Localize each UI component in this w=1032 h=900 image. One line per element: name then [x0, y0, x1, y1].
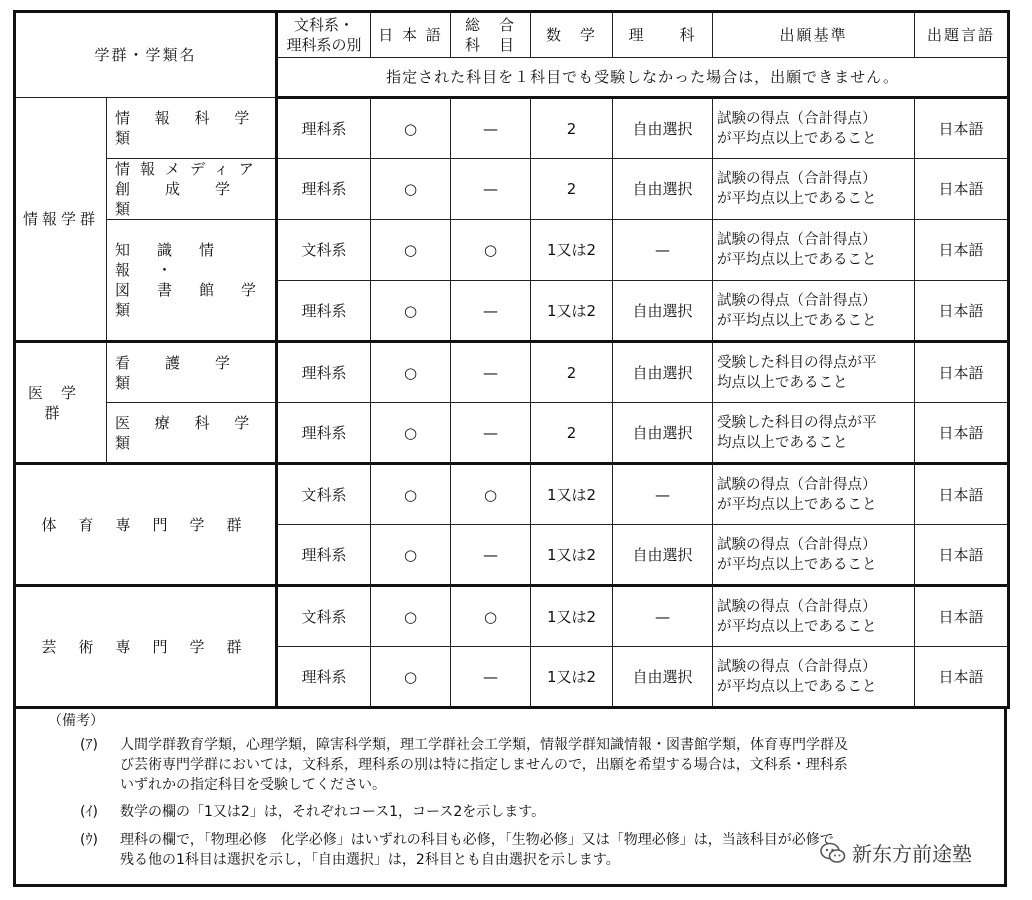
cell-japanese: ○ [371, 342, 451, 403]
cell-bunri: 理科系 [277, 159, 371, 220]
cell-japanese: ○ [371, 98, 451, 159]
cell-criteria: 試験の得点（合計得点） が平均点以上であること [713, 525, 915, 586]
cell-language: 日本語 [915, 586, 1009, 647]
cell-language: 日本語 [915, 647, 1009, 708]
cell-language: 日本語 [915, 525, 1009, 586]
cell-math: 1又は2 [531, 281, 613, 342]
header-notice: 指定された科目を１科目でも受験しなかった場合は，出願できません。 [277, 58, 1009, 98]
header-language: 出題言語 [915, 12, 1009, 58]
note-mark: (ｲ) [80, 804, 98, 820]
cell-science: — [613, 220, 713, 281]
cell-sogo: ○ [451, 464, 531, 525]
cell-language: 日本語 [915, 464, 1009, 525]
cell-bunri: 文科系 [277, 586, 371, 647]
cell-criteria: 試験の得点（合計得点） が平均点以上であること [713, 98, 915, 159]
cell-japanese: ○ [371, 586, 451, 647]
cell-criteria: 試験の得点（合計得点） が平均点以上であること [713, 159, 915, 220]
cell-bunri: 理科系 [277, 342, 371, 403]
admission-table-sheet [13, 10, 1007, 887]
note-text: 数学の欄の「1又は2」は，それぞれコース1，コース2を示します。 [120, 804, 546, 820]
cell-math: 1又は2 [531, 464, 613, 525]
group-joho: 情報学群 [15, 98, 107, 342]
wechat-icon [820, 842, 846, 864]
cell-japanese: ○ [371, 159, 451, 220]
cell-science: 自由選択 [613, 525, 713, 586]
cell-sogo: — [451, 342, 531, 403]
group-taiiku: 体育専門学群 [15, 464, 277, 586]
admission-table [13, 10, 1010, 709]
group-geijutsu: 芸術専門学群 [15, 586, 277, 708]
group-igaku: 医学群 [15, 342, 107, 464]
cell-language: 日本語 [915, 98, 1009, 159]
cell-science: — [613, 464, 713, 525]
cell-math: 2 [531, 342, 613, 403]
cell-bunri: 文科系 [277, 220, 371, 281]
cell-sogo: ○ [451, 586, 531, 647]
cell-sogo: — [451, 525, 531, 586]
cell-science: 自由選択 [613, 403, 713, 464]
cell-science: 自由選択 [613, 647, 713, 708]
cell-science: 自由選択 [613, 159, 713, 220]
cell-math: 2 [531, 159, 613, 220]
cell-math: 1又は2 [531, 647, 613, 708]
note-mark: (ｱ) [80, 737, 98, 753]
cell-language: 日本語 [915, 403, 1009, 464]
cell-language: 日本語 [915, 220, 1009, 281]
header-science: 理 科 [613, 12, 713, 58]
cell-criteria: 受験した科目の得点が平 均点以上であること [713, 403, 915, 464]
cell-language: 日本語 [915, 159, 1009, 220]
cell-japanese: ○ [371, 525, 451, 586]
cell-japanese: ○ [371, 647, 451, 708]
cell-math: 1又は2 [531, 586, 613, 647]
cell-japanese: ○ [371, 281, 451, 342]
cell-language: 日本語 [915, 342, 1009, 403]
header-group-name: 学群・学類名 [15, 12, 277, 98]
cell-japanese: ○ [371, 464, 451, 525]
cell-bunri: 理科系 [277, 647, 371, 708]
header-bunri: 文科系・ 理科系の別 [277, 12, 371, 58]
cell-bunri: 理科系 [277, 98, 371, 159]
cell-bunri: 理科系 [277, 403, 371, 464]
note-text: 理科の欄で，「物理必修 化学必修」はいずれの科目も必修，「生物必修」又は「物理必修」は，当該科目が必修で 残る他の1科目は選択を示し，「自由選択」は，2科目とも自由選択を示します。 [120, 832, 834, 868]
cell-language: 日本語 [915, 281, 1009, 342]
cell-math: 2 [531, 403, 613, 464]
notes-title: （備考） [48, 713, 104, 729]
cell-bunri: 文科系 [277, 464, 371, 525]
header-sogo: 総 合 科 目 [451, 12, 531, 58]
note-mark: (ｳ) [80, 832, 98, 848]
cell-japanese: ○ [371, 403, 451, 464]
cell-science: 自由選択 [613, 281, 713, 342]
class-iryo-kagaku: 医 療 科 学 類 [107, 403, 277, 464]
cell-sogo: — [451, 403, 531, 464]
cell-criteria: 試験の得点（合計得点） が平均点以上であること [713, 281, 915, 342]
cell-criteria: 試験の得点（合計得点） が平均点以上であること [713, 464, 915, 525]
cell-japanese: ○ [371, 220, 451, 281]
cell-math: 1又は2 [531, 525, 613, 586]
header-japanese: 日 本 語 [371, 12, 451, 58]
cell-math: 1又は2 [531, 220, 613, 281]
cell-science: — [613, 586, 713, 647]
cell-sogo: — [451, 647, 531, 708]
cell-sogo: — [451, 98, 531, 159]
cell-science: 自由選択 [613, 98, 713, 159]
cell-sogo: ○ [451, 220, 531, 281]
cell-bunri: 理科系 [277, 525, 371, 586]
watermark-text: 新东方前途塾 [852, 842, 972, 866]
cell-sogo: — [451, 159, 531, 220]
watermark [820, 838, 972, 867]
cell-criteria: 試験の得点（合計得点） が平均点以上であること [713, 220, 915, 281]
class-chishiki-toshokan: 知 識 情 報 ・ 図 書 館 学 類 [107, 220, 277, 342]
cell-bunri: 理科系 [277, 281, 371, 342]
class-kango: 看 護 学 類 [107, 342, 277, 403]
cell-criteria: 試験の得点（合計得点） が平均点以上であること [713, 647, 915, 708]
class-joho-media: 情報メディア 創 成 学 類 [107, 159, 277, 220]
cell-sogo: — [451, 281, 531, 342]
cell-criteria: 試験の得点（合計得点） が平均点以上であること [713, 586, 915, 647]
header-criteria: 出願基準 [713, 12, 915, 58]
cell-science: 自由選択 [613, 342, 713, 403]
header-math: 数 学 [531, 12, 613, 58]
class-joho-kagaku: 情 報 科 学 類 [107, 98, 277, 159]
note-text: 人間学群教育学類，心理学類，障害科学類，理工学群社会工学類，情報学群知識情報・図書館学類，体育専門学群及 び芸術専門学群においては，文科系，理科系の別は特に指定しませんので，出願を希望する場合は，文科系・理科系 いずれかの指定科目を受験してください。 [120, 737, 848, 793]
cell-math: 2 [531, 98, 613, 159]
cell-criteria: 受験した科目の得点が平 均点以上であること [713, 342, 915, 403]
